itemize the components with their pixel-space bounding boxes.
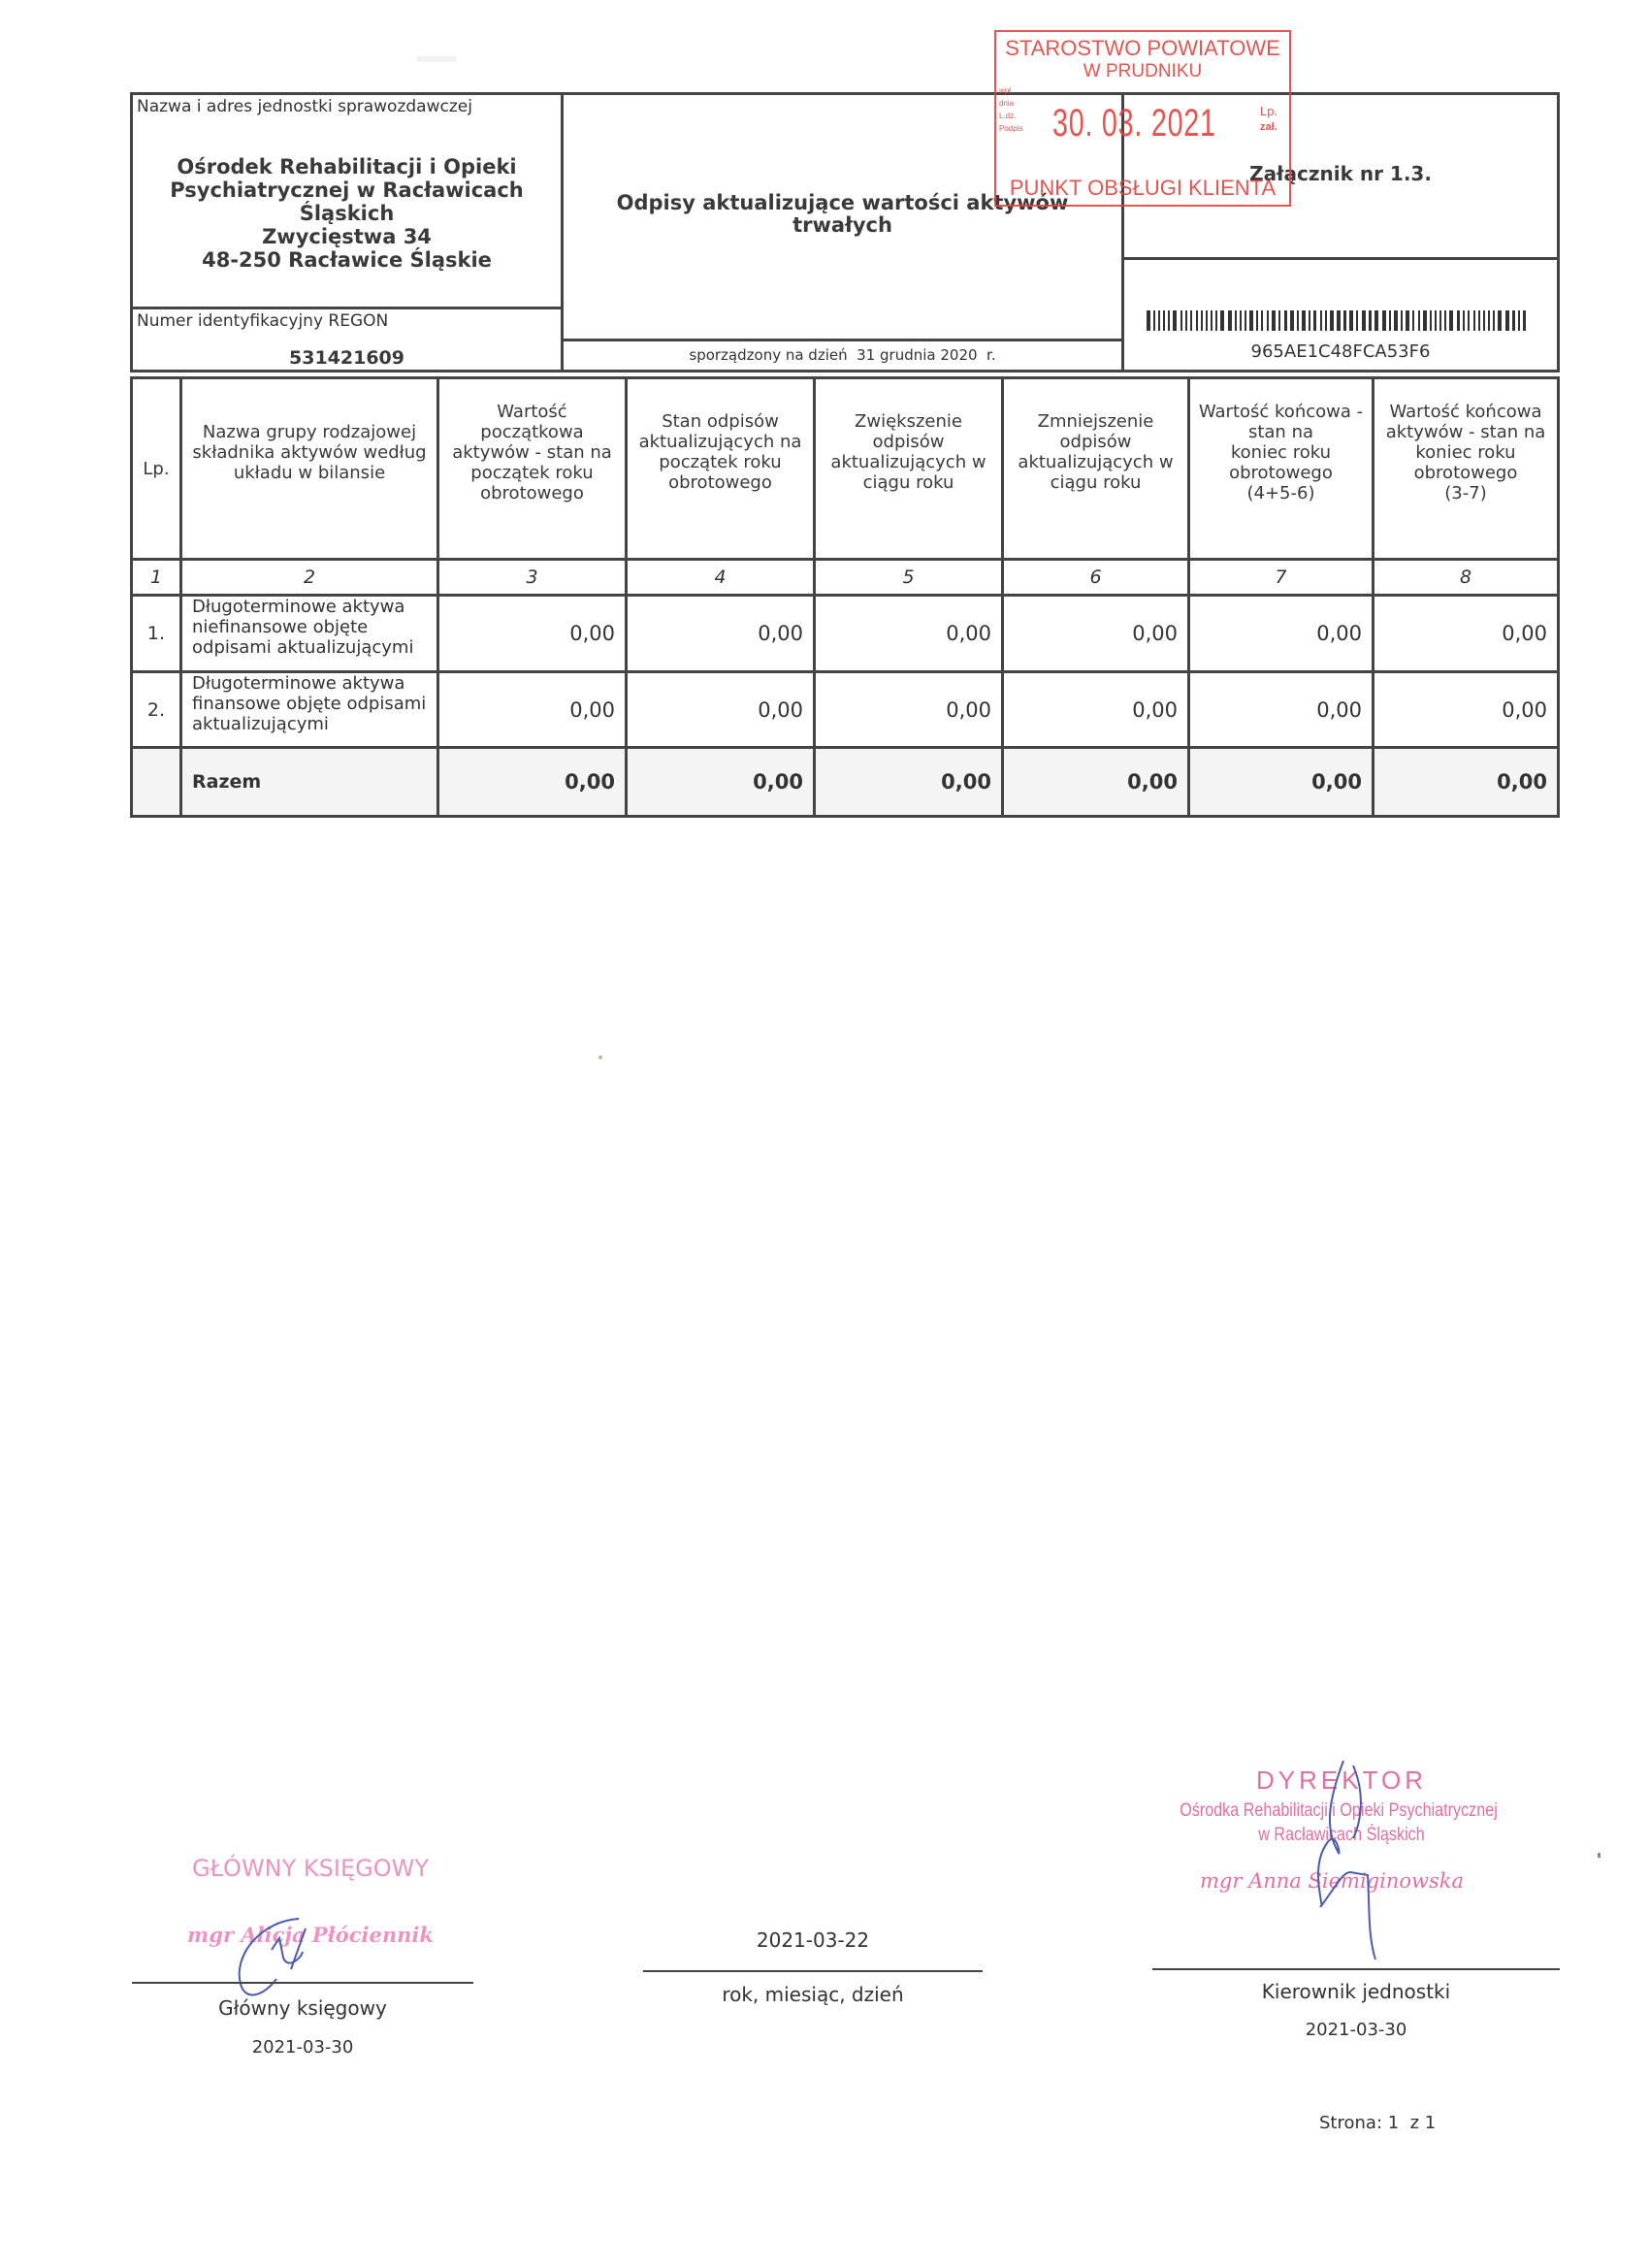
barcode-bar [1180,310,1182,331]
barcode-bar [1313,310,1316,331]
total-value: 0,00 [565,770,615,794]
barcode-bar [1256,310,1258,331]
barcode-bar [1278,310,1280,331]
column-number: 4 [714,567,727,588]
unit-name-line: 48-250 Racławice Śląskie [202,248,492,272]
barcode-bar [1325,310,1327,331]
barcode-bar [1163,310,1165,331]
barcode-bar [1512,310,1515,331]
regon-divider [130,307,563,309]
barcode-bar [1196,310,1198,331]
barcode-bar [1423,310,1427,331]
row-value: 0,00 [758,697,803,722]
barcode-bar [1468,310,1470,331]
column-header-opening-impairment [628,379,813,525]
signature-stroke [1318,1761,1375,1960]
director-handwritten-signature [1300,1761,1397,1964]
row-value: 0,00 [1316,697,1362,722]
accountant-date: 2021-03-30 [251,2037,354,2057]
unit-label: Nazwa i adres jednostki sprawozdawczej [137,97,472,116]
row-value: 0,00 [1132,622,1178,645]
barcode-bar [1284,310,1287,331]
barcode-bar [1493,310,1495,331]
director-stamp-title: DYREKTOR [1256,1766,1427,1795]
column-header-line: początek roku [659,452,782,472]
regon-value: 531421609 [289,347,404,369]
row-value: 0,00 [1502,697,1547,722]
barcode-bar [1389,310,1391,331]
column-header-lp [133,379,179,558]
barcode-bar [1488,310,1490,331]
column-header-line: ciągu roku [862,472,954,493]
barcode-bar [1439,310,1441,331]
barcode-bar [1369,310,1372,331]
total-value: 0,00 [1127,770,1178,794]
report-title-line: Odpisy aktualizujące wartości aktywów [616,191,1069,214]
scan-mark [417,56,456,62]
barcode-bar [1309,310,1310,331]
barcode-bar [1412,310,1414,331]
column-header-line: Wartość końcowa - [1198,401,1364,422]
column-header-line: Nazwa grupy rodzajowej [202,421,417,442]
column-header-line: aktualizujących w [830,452,986,472]
column-header-line: aktywów - stan na [452,441,612,463]
director-stamp-name: mgr Anna Siemiginowska [1200,1869,1464,1893]
column-header-initial-value [439,379,625,525]
barcode-bar [1394,310,1398,331]
column-header-line: układu w bilansie [233,462,386,483]
barcode-bar [1245,310,1246,331]
row-value: 0,00 [758,622,803,645]
barcode-bar [1173,310,1177,331]
barcode-bar [1206,310,1208,331]
row-name-line: Długoterminowe aktywa [192,597,405,617]
scan-speck [598,1055,602,1059]
column-header-line: obrotowego [1413,462,1518,483]
scan-speck [1598,1853,1600,1858]
total-value: 0,00 [1497,770,1547,794]
stamp-side-label: wpł. [999,86,1014,95]
accountant-stamp-title: GŁÓWNY KSIĘGOWY [191,1855,430,1882]
row-value: 0,00 [946,697,991,722]
barcode-bar [1406,310,1409,331]
column-header-line: odpisów [1059,432,1132,452]
barcode-bar [1190,310,1192,331]
row-lp: 2. [146,698,166,721]
barcode-bar [1302,310,1306,331]
barcode-bar [1518,310,1520,331]
row-name-line: odpisami aktualizującymi [192,637,414,658]
column-header-line: Stan odpisów [662,411,779,432]
attachment-divider [1121,257,1560,260]
barcode-bar [1320,310,1322,331]
director-date: 2021-03-30 [1305,2020,1407,2040]
barcode-bar [1498,310,1502,331]
signing-date: 2021-03-22 [756,1928,870,1952]
barcode-bar [1374,310,1378,331]
column-header-line: obrotowego [480,482,584,503]
barcode-bar [1449,310,1453,331]
barcode-bar [1220,310,1224,331]
stamp-zal-label: zał. [1260,121,1277,133]
accountant-handwritten-signature [223,1911,340,2008]
column-header-line: koniec roku [1230,441,1332,463]
column-number: 5 [902,567,915,588]
row-name [182,673,436,746]
accountant-stamp-name: mgr Alicja Płóciennik [187,1923,434,1947]
row-value: 0,00 [569,622,615,645]
barcode-bar [1147,310,1150,331]
column-header-line: składnika aktywów według [192,441,427,463]
unit-name-line: Zwycięstwa 34 [262,225,432,248]
barcode-bar [1356,310,1358,331]
barcode-bar [1249,310,1253,331]
column-header-line: Lp. [143,458,170,479]
barcode-bar [1418,310,1420,331]
row-name-line: finansowe objęte odpisami [192,694,427,714]
column-header-line: Wartość końcowa [1389,401,1542,422]
column-header-line: aktywów - stan na [1385,421,1546,442]
barcode-bar [1473,310,1475,331]
barcode-bar [1185,310,1187,331]
column-header-line: aktualizujących w [1018,452,1174,472]
stamp-side-label: dnia [999,99,1015,108]
director-role: Kierownik jednostki [1261,1980,1451,2003]
column-header-line: początek roku [470,462,594,483]
barcode-bar [1211,310,1212,331]
column-header-line: (4+5-6) [1246,482,1315,503]
column-header-decrease [1004,379,1187,525]
barcode-bar [1463,310,1465,331]
row-value: 0,00 [946,622,991,645]
barcode-bar [1261,310,1263,331]
barcode-bar [1382,310,1386,331]
stamp-side-label: Podpis [999,124,1023,133]
total-label: Razem [192,770,262,793]
barcode-bar [1430,310,1432,331]
prepared-on: sporządzony na dzień 31 grudnia 2020 r. [689,346,996,364]
column-header-line: stan na [1247,421,1314,442]
barcode-bar [1290,310,1294,331]
total-value: 0,00 [1311,770,1362,794]
column-header-name [182,379,436,525]
barcode-bar [1483,310,1485,331]
column-header-line: Zwiększenie [855,411,962,432]
row-name [182,597,436,670]
stamp-date: 30. 03. 2021 [1052,102,1216,145]
date-format-label: rok, miesiąc, dzień [722,1983,904,2006]
barcode-bar [1337,310,1341,331]
barcode-bar [1457,310,1460,331]
stamp-side-label: L.dz. [999,112,1017,120]
barcode-bar [1444,310,1446,331]
row-name-line: Długoterminowe aktywa [192,673,405,694]
barcode-bar [1523,310,1526,331]
column-header-line: obrotowego [1229,462,1333,483]
barcode-bar [1235,310,1237,331]
total-value: 0,00 [753,770,803,794]
column-header-line: Wartość [497,401,567,422]
barcode-bar [1267,310,1269,331]
column-number: 2 [303,567,316,588]
barcode-bar [1201,310,1203,331]
column-number: 3 [526,567,538,588]
barcode-bar [1228,310,1232,331]
stamp-office-city: W PRUDNIKU [1083,61,1203,81]
barcode-bar [1240,310,1242,331]
director-signature-line [1152,1968,1560,1970]
barcode-bar [1505,310,1509,331]
column-header-increase [816,379,1001,525]
barcode-bar [1272,310,1276,331]
column-header-line: początkowa [480,421,584,442]
stamp-office-name: STAROSTWO POWIATOWE [1005,36,1280,60]
row-value: 0,00 [1502,622,1547,645]
barcode-bar [1478,310,1480,331]
header-top-border [130,92,1560,95]
row-name-line: aktualizującymi [192,714,329,734]
table-line [130,815,1560,818]
attachment-number: Załącznik nr 1.3. [1249,162,1432,185]
row-value: 0,00 [569,697,615,722]
regon-label: Numer identyfikacyjny REGON [137,311,389,331]
barcode-bar [1362,310,1366,331]
date-divider [561,339,1123,341]
row-name-line: niefinansowe objęte [192,617,369,637]
unit-name-line: Psychiatrycznej w Racławicach [170,178,524,202]
accountant-role: Główny księgowy [218,1996,387,2020]
barcode-bar [1297,310,1299,331]
column-header-closing-value [1374,379,1557,525]
barcode-bar [1168,310,1170,331]
accountant-signature-line [132,1982,473,1984]
barcode-bar [1158,310,1160,331]
barcode [1147,310,1533,331]
unit-name [133,155,561,272]
stamp-side-labels [999,84,1022,135]
stamp-footer: PUNKT OBSŁUGI KLIENTA [1009,176,1277,200]
table-line [1557,376,1560,818]
unit-name-line: Śląskich [299,202,395,225]
column-header-line: odpisów [872,432,945,452]
barcode-bar [1343,310,1346,331]
stamp-lp-label: Lp. [1260,104,1278,118]
barcode-bar [1215,310,1217,331]
column-header-line: aktualizujących na [638,432,802,452]
received-stamp [994,30,1291,207]
barcode-bar [1435,310,1437,331]
report-title-line: trwałych [792,213,892,237]
row-value: 0,00 [1316,622,1362,645]
total-value: 0,00 [941,770,991,794]
barcode-bar [1153,310,1155,331]
date-line [643,1970,983,1972]
director-stamp-org-line1: Ośrodka Rehabilitacji i Opieki Psychiatrycznej [1180,1800,1498,1821]
column-header-line: (3-7) [1444,482,1487,503]
column-number: 8 [1459,567,1472,588]
header-bottom-border [130,370,1560,373]
column-header-line: Zmniejszenie [1037,411,1154,432]
barcode-bar [1330,310,1334,331]
column-number: 7 [1275,567,1287,588]
header-right-border [1557,92,1560,372]
column-number: 6 [1089,567,1102,588]
director-stamp-org-line2: w Racławicach Śląskich [1258,1825,1425,1845]
row-value: 0,00 [1132,697,1178,722]
column-header-line: obrotowego [668,472,772,493]
page-number: Strona: 1 z 1 [1319,2113,1437,2133]
column-header-line: ciągu roku [1050,472,1142,493]
column-number: 1 [149,567,163,588]
column-header-line: koniec roku [1415,441,1516,463]
barcode-bar [1349,310,1353,331]
unit-name-line: Ośrodek Rehabilitacji i Opieki [177,155,517,178]
column-header-closing-impairment [1190,379,1372,525]
barcode-code: 965AE1C48FCA53F6 [1250,341,1431,362]
row-lp: 1. [146,623,166,644]
barcode-bar [1401,310,1403,331]
